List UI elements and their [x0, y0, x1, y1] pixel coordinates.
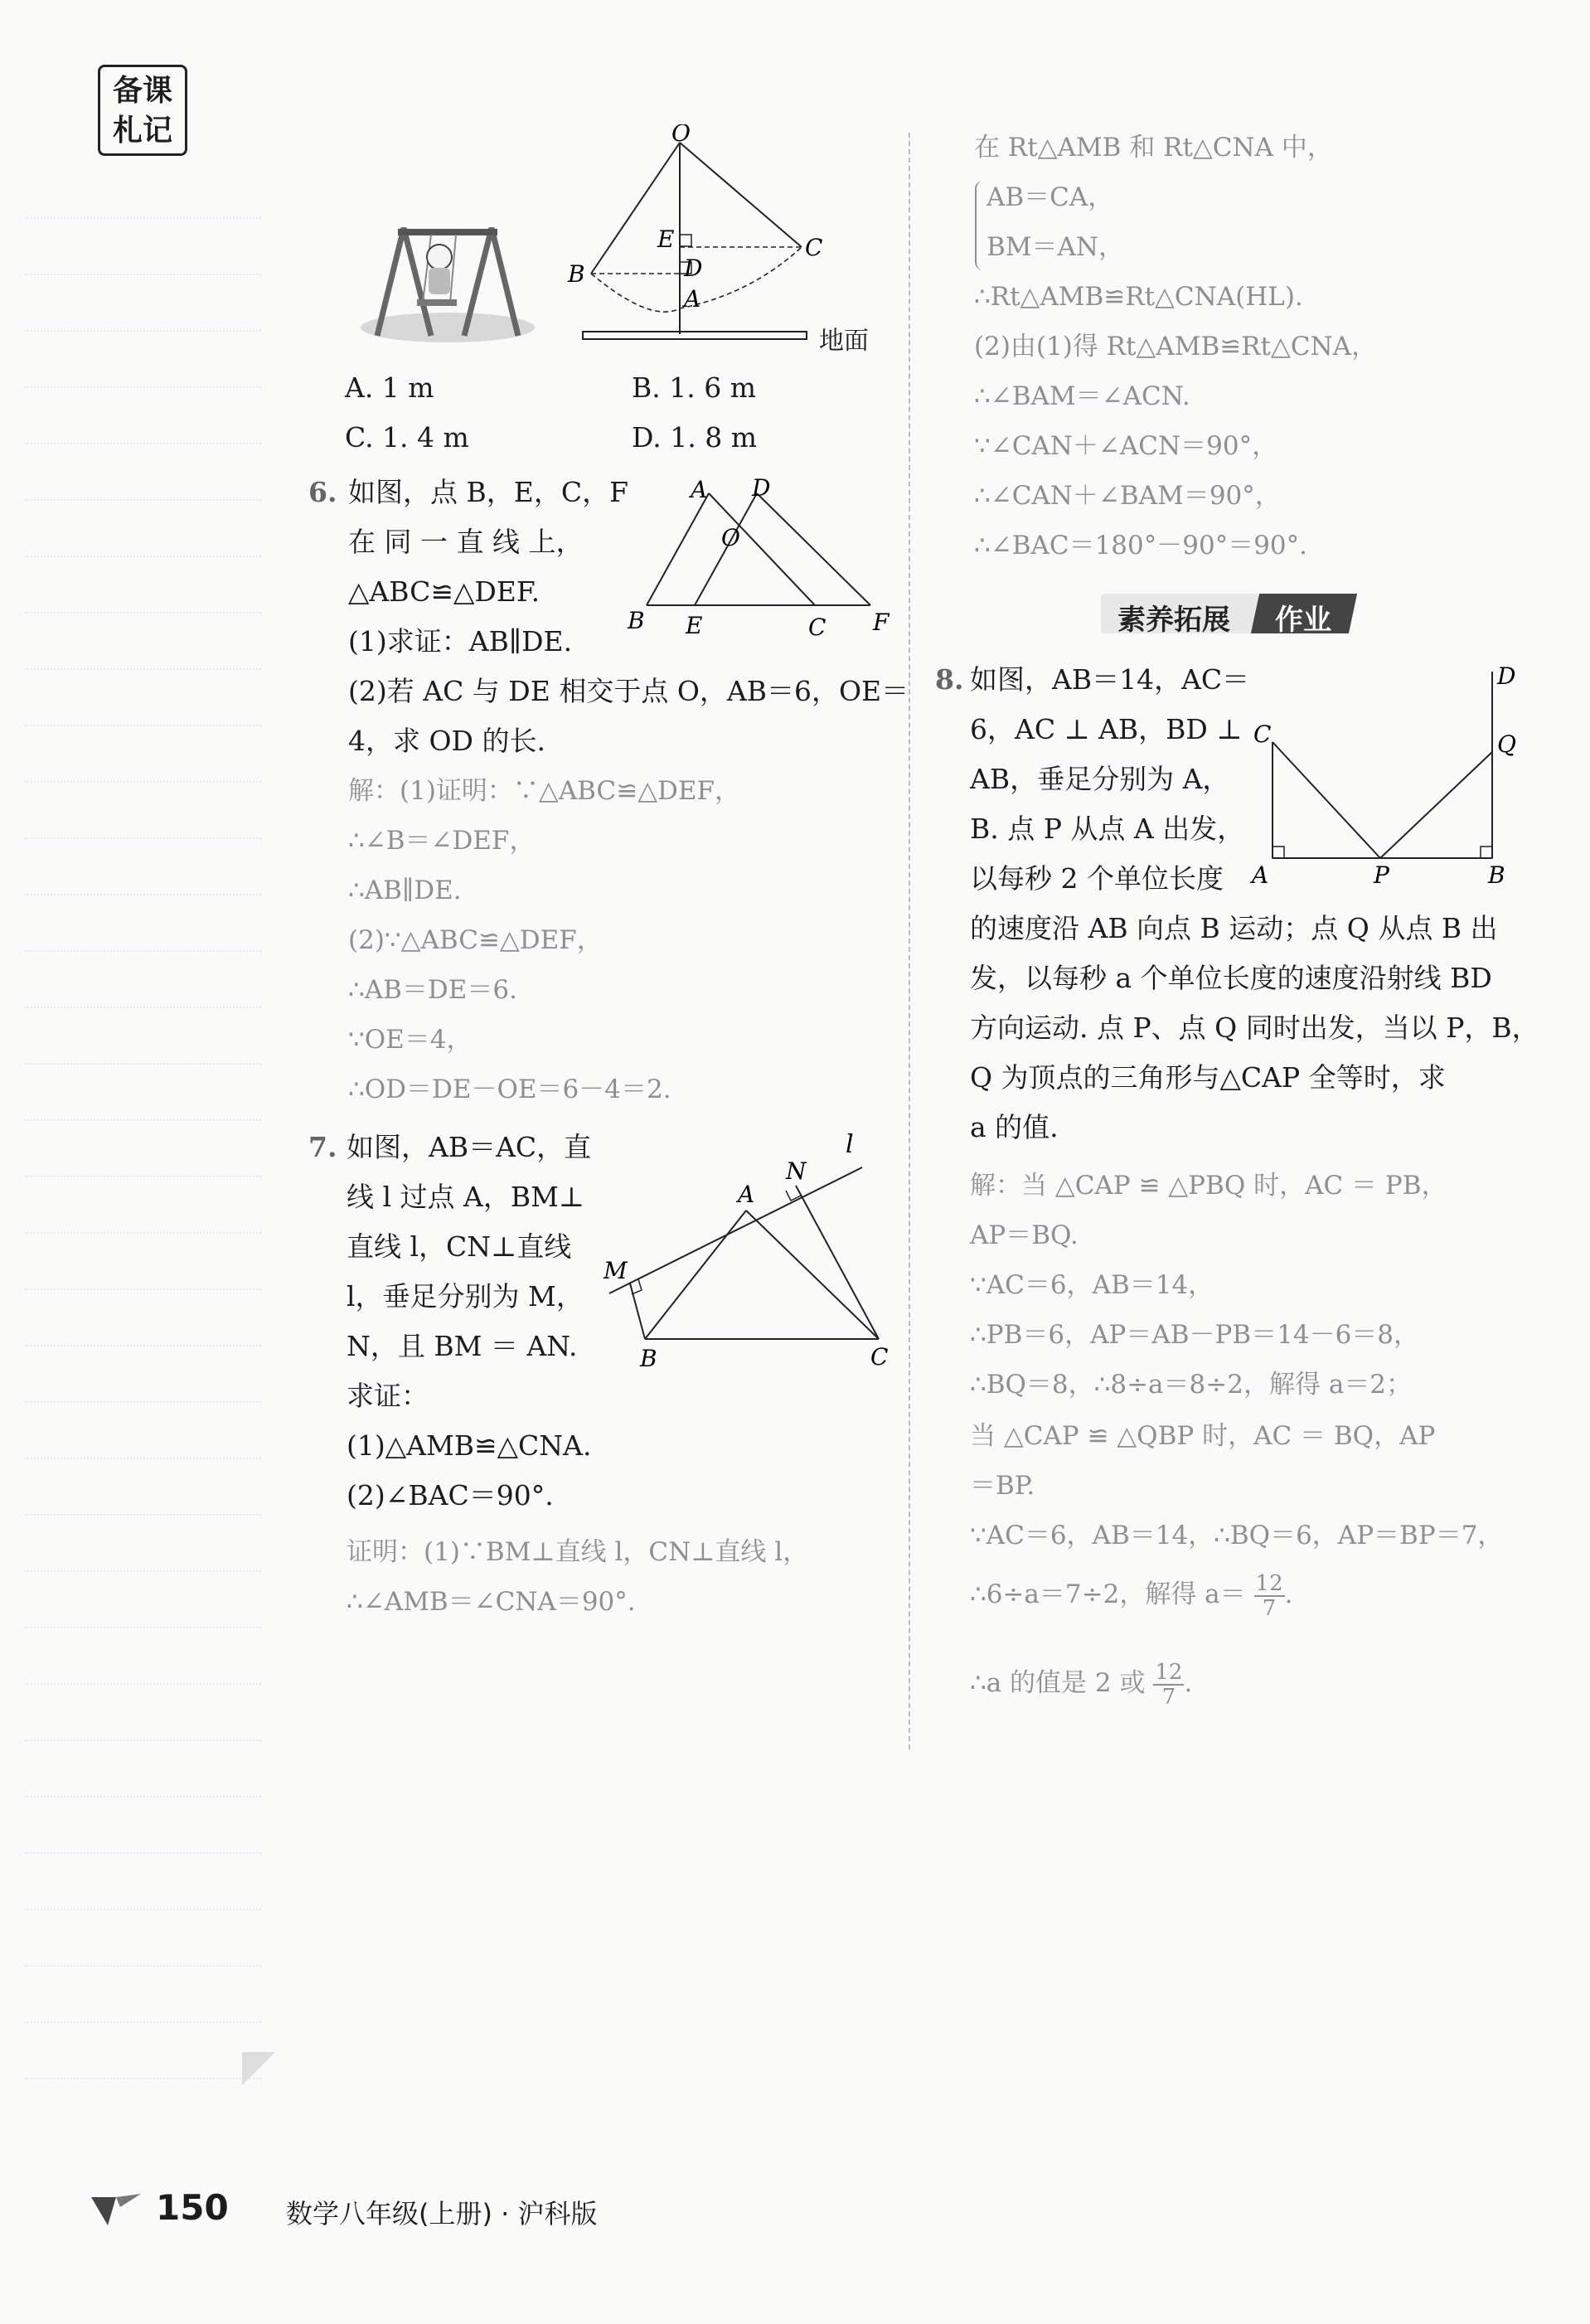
notes-label-line1: 备课 [112, 73, 172, 108]
q8-label-p: P [1374, 861, 1389, 889]
q7-number: 7. [308, 1131, 337, 1163]
page-number: 150 [156, 2187, 229, 2228]
q6-answer-line: ∵OE＝4， [348, 1025, 473, 1055]
corner-mark [242, 2052, 275, 2085]
q6-answer-line: ∴OD＝DE－OE＝6－4＝2. [348, 1075, 671, 1104]
q8-answer-line: 当 △CAP ≌ △QBP 时，AC ＝ BQ，AP [970, 1421, 1436, 1451]
q7-label-l: l [846, 1130, 854, 1159]
pendulum-label-b: B [568, 260, 585, 288]
q6-line: 在 同 一 直 线 上， [348, 526, 584, 558]
q6-answer-line: 解：(1)证明：∵△ABC≌△DEF， [348, 776, 741, 806]
q7-answer-cont-line: ∴∠CAN＋∠BAM＝90°， [974, 481, 1281, 511]
q8-answer-line: ∴PB＝6，AP＝AB－PB＝14－6＝8， [970, 1320, 1420, 1350]
q7-line: 如图，AB＝AC，直 [347, 1131, 592, 1163]
q7-answer-cont-line: (2)由(1)得 Rt△AMB≌Rt△CNA， [974, 332, 1378, 361]
q6-answer-line: ∴AB＝DE＝6. [348, 975, 517, 1005]
q8-line: a 的值. [970, 1111, 1059, 1143]
q8-answer-line: ∵AC＝6，AB＝14， [970, 1270, 1214, 1300]
q8-line: AB，垂足分别为 A， [970, 763, 1230, 795]
q8-line: 6，AC ⊥ AB，BD ⊥ [970, 713, 1243, 745]
q8-label-a: A [1252, 861, 1269, 889]
q8-answer-conclusion [970, 1654, 1192, 1712]
q7-answer-cont-line: BM＝AN， [986, 232, 1125, 262]
q7-label-n: N [786, 1157, 807, 1185]
q6-label-b: B [628, 607, 645, 634]
q8-diagram [1243, 659, 1517, 891]
q8-frac2-pre: ∴a 的值是 2 或 [970, 1668, 1146, 1698]
q8-frac2-post: . [1184, 1668, 1193, 1698]
q7-line: 直线 l，CN⊥直线 [347, 1230, 572, 1263]
section-banner [1101, 594, 1354, 637]
q7-line: (2)∠BAC＝90°. [347, 1479, 554, 1511]
fraction-denominator: 7 [1262, 1595, 1277, 1621]
q8-line: 发，以每秒 a 个单位长度的速度沿射线 BD [970, 962, 1492, 994]
q8-label-c: C [1253, 720, 1272, 748]
pendulum-label-e: E [657, 226, 675, 253]
q7-answer-line: 证明：(1)∵BM⊥直线 l，CN⊥直线 l， [347, 1537, 809, 1567]
q8-answer-line: 解：当 △CAP ≌ △PBQ 时，AC ＝ PB， [970, 1171, 1447, 1201]
book-title: 数学八年级(上册) · 沪科版 [286, 2198, 598, 2229]
q7-answer-cont-line: ∵∠CAN＋∠ACN＝90°， [974, 431, 1278, 461]
q6-label-o: O [721, 524, 740, 551]
q7-answer-cont-line: ∴Rt△AMB≌Rt△CNA(HL). [974, 282, 1303, 312]
pendulum-label-a: A [684, 285, 701, 313]
q8-label-b: B [1488, 861, 1505, 889]
fraction-numerator: 12 [1155, 1659, 1183, 1685]
q6-number: 6. [308, 476, 337, 508]
q6-line: (1)求证：AB∥DE. [348, 625, 573, 657]
q7-line: l，垂足分别为 M， [347, 1280, 584, 1312]
q8-line: 的速度沿 AB 向点 B 运动；点 Q 从点 B 出 [970, 912, 1498, 944]
q5-option-d: D. 1. 8 m [632, 421, 758, 454]
q8-frac1-pre: ∴6÷a＝7÷2，解得 a＝ [970, 1579, 1246, 1609]
banner-right-label: 作业 [1275, 604, 1331, 637]
q8-answer-line: ∴BQ＝8，∴8÷a＝8÷2，解得 a＝2； [970, 1370, 1413, 1400]
q6-label-c: C [808, 614, 827, 641]
q6-label-a: A [691, 476, 708, 503]
q8-answer-line: AP＝BQ. [970, 1220, 1079, 1250]
q6-answer-line: (2)∵△ABC≌△DEF， [348, 925, 603, 955]
q8-label-q: Q [1497, 730, 1516, 758]
q7-triangle-diagram [597, 1128, 904, 1376]
q6-label-f: F [873, 609, 890, 636]
page-corner-icon [87, 2189, 145, 2229]
q8-label-d: D [1497, 662, 1516, 690]
q6-label-d: D [752, 474, 771, 502]
swing-illustration [352, 211, 543, 344]
pendulum-label-d: D [684, 255, 703, 282]
q7-system-brace [975, 181, 986, 270]
q6-triangle-diagram [626, 473, 891, 643]
q6-answer-line: ∴∠B＝∠DEF， [348, 826, 536, 856]
pendulum-label-o: O [671, 124, 691, 147]
q8-fraction-12-7 [1153, 1661, 1184, 1709]
q8-line: 如图，AB＝14，AC＝ [970, 663, 1250, 696]
q8-line: 方向运动. 点 P、点 Q 同时出发，当以 P，B， [970, 1012, 1539, 1044]
notes-label-line2: 札记 [112, 113, 172, 148]
q7-line: (1)△AMB≌△CNA. [347, 1429, 592, 1462]
q8-line: Q 为顶点的三角形与△CAP 全等时，求 [970, 1061, 1446, 1094]
q7-label-a: A [738, 1181, 755, 1208]
q7-answer-cont-line: ∴∠BAM＝∠ACN. [974, 381, 1190, 411]
q5-option-a: A. 1 m [345, 371, 434, 404]
q7-label-c: C [870, 1343, 889, 1371]
q6-line: (2)若 AC 与 DE 相交于点 O，AB＝6，OE＝ [348, 675, 909, 707]
column-divider [909, 133, 910, 1749]
q8-answer-fraction-line [970, 1565, 1292, 1623]
pendulum-label-c: C [805, 234, 823, 261]
q5-option-b: B. 1. 6 m [632, 371, 756, 404]
q8-number: 8. [935, 663, 964, 696]
q8-line: B. 点 P 从点 A 出发， [970, 813, 1245, 845]
q8-line: 以每秒 2 个单位长度 [970, 862, 1224, 895]
banner-left-label: 素养拓展 [1117, 604, 1230, 637]
q6-line: 4，求 OD 的长. [348, 725, 545, 757]
q7-answer-line: ∴∠AMB＝∠CNA＝90°. [347, 1587, 636, 1617]
fraction-denominator: 7 [1161, 1684, 1176, 1710]
q7-line: N，且 BM ＝ AN. [347, 1330, 578, 1362]
q7-line: 求证： [347, 1380, 429, 1412]
fraction-numerator: 12 [1255, 1570, 1283, 1596]
q7-label-b: B [640, 1345, 657, 1372]
q7-line: 线 l 过点 A，BM⊥ [347, 1181, 584, 1213]
q6-answer-line: ∴AB∥DE. [348, 876, 462, 905]
q7-label-m: M [604, 1257, 628, 1284]
q6-label-e: E [686, 612, 703, 639]
q5-option-c: C. 1. 4 m [345, 421, 469, 454]
pendulum-ground-label: 地面 [819, 327, 869, 356]
q8-frac1-post: . [1284, 1579, 1293, 1609]
notes-label-box [98, 65, 187, 156]
q8-answer-line: ∵AC＝6，AB＝14，∴BQ＝6，AP＝BP＝7， [970, 1521, 1504, 1550]
q8-answer-line: ＝BP. [970, 1471, 1035, 1501]
q7-answer-cont-line: ∴∠BAC＝180°－90°＝90°. [974, 531, 1308, 560]
q7-answer-cont-line: 在 Rt△AMB 和 Rt△CNA 中， [974, 133, 1333, 163]
q7-answer-cont-line: AB＝CA， [986, 182, 1114, 212]
q6-line: 如图，点 B，E，C，F [348, 476, 628, 508]
q8-fraction-12-7 [1254, 1572, 1285, 1620]
q6-line: △ABC≌△DEF. [348, 575, 541, 608]
pendulum-diagram [560, 124, 833, 357]
